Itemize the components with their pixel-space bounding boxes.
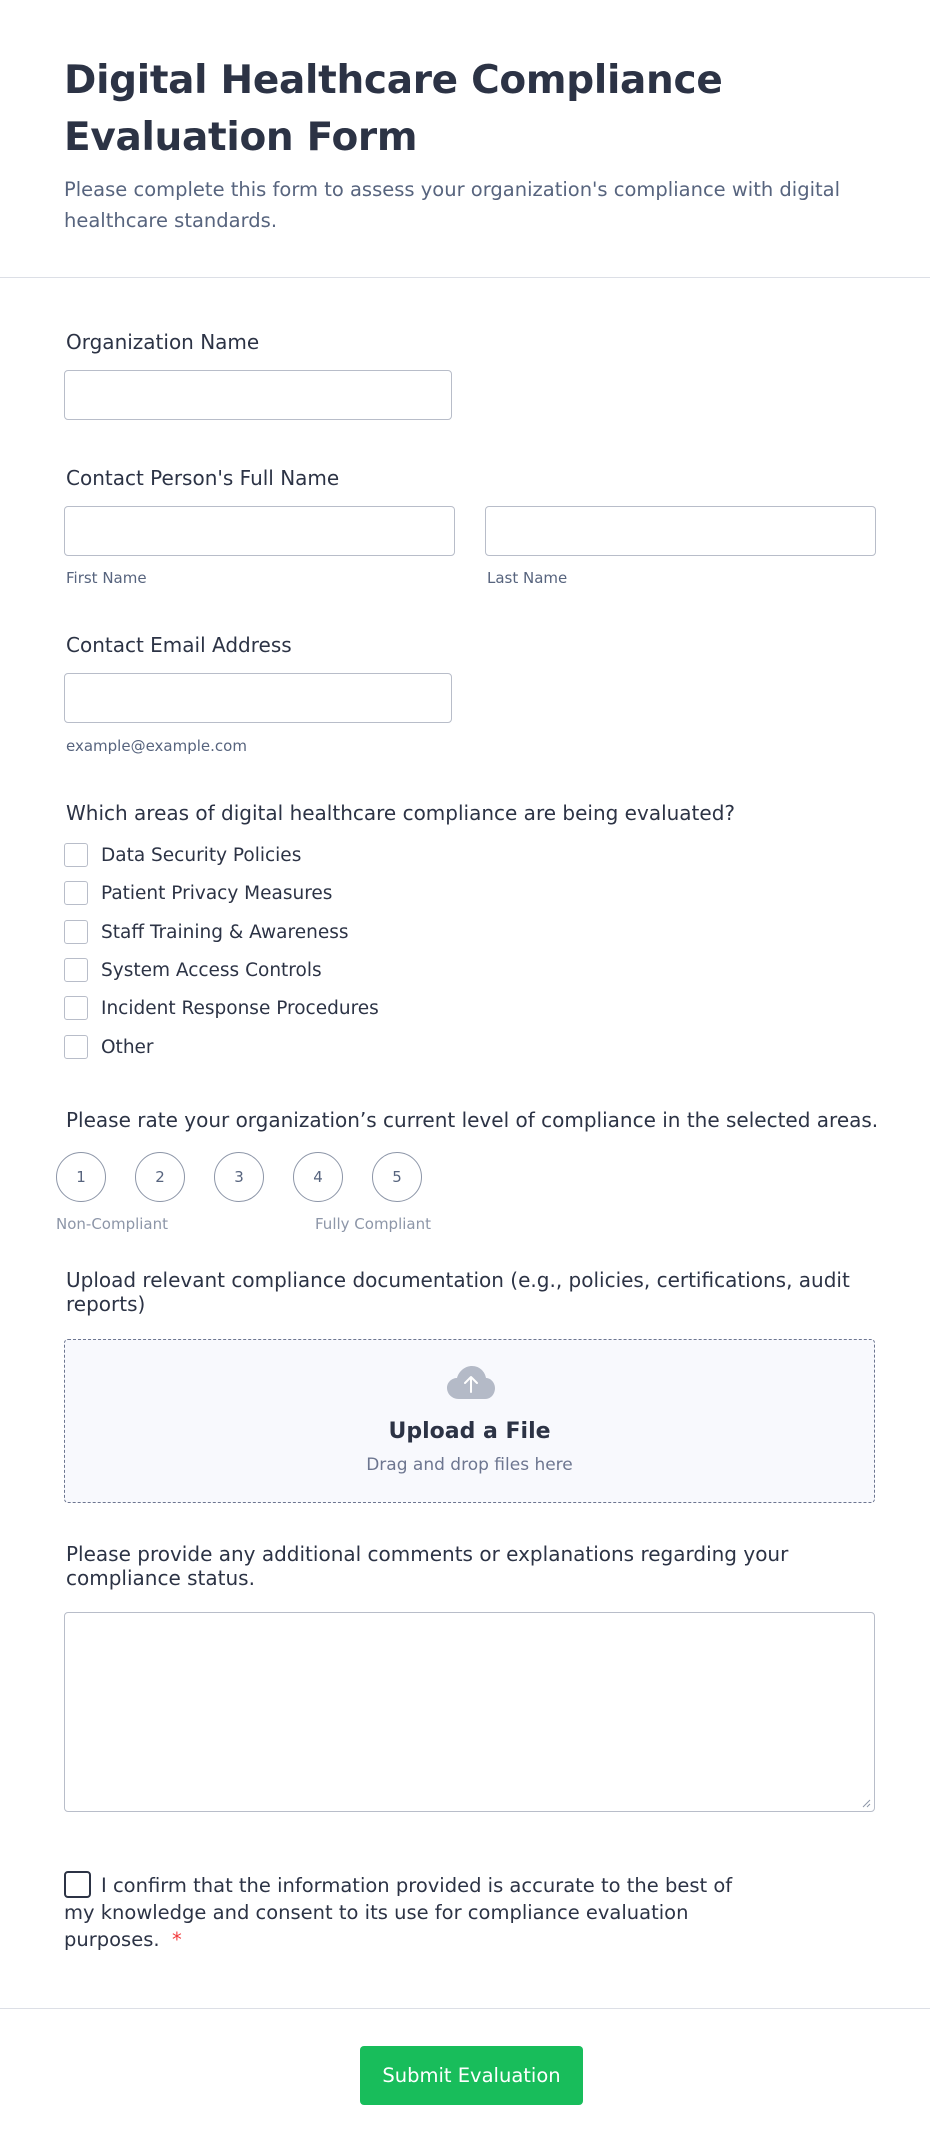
- upload-question: Upload relevant compliance documentation (e.g., policies, certifications, audit reports): [66, 1268, 850, 1316]
- rating-option-3[interactable]: 3: [214, 1152, 264, 1202]
- submit-button[interactable]: Submit Evaluation: [360, 2046, 583, 2105]
- checkbox-option-system-access[interactable]: [64, 956, 322, 984]
- last-name-sublabel: Last Name: [487, 569, 568, 587]
- org-name-input[interactable]: [64, 370, 452, 420]
- rating-question: Please rate your organization’s current level of compliance in the selected areas.: [66, 1108, 879, 1132]
- form-title: Digital Healthcare Compliance Evaluation Form: [64, 58, 723, 160]
- checkbox-label: Staff Training & Awareness: [101, 921, 349, 943]
- checkbox-label: System Access Controls: [101, 959, 322, 981]
- form-header: [0, 0, 930, 278]
- checkbox-option-incident-response[interactable]: [64, 994, 379, 1022]
- org-name-label: Organization Name: [66, 330, 260, 354]
- checkbox-option-other[interactable]: [64, 1033, 154, 1061]
- checkbox-label: Data Security Policies: [101, 844, 302, 866]
- comments-textarea[interactable]: [64, 1612, 875, 1812]
- resize-handle-icon[interactable]: [861, 1798, 871, 1808]
- required-marker: *: [171, 1928, 182, 1951]
- checkbox[interactable]: [64, 1035, 88, 1059]
- rating-high-label: Fully Compliant: [315, 1215, 431, 1233]
- checkbox-label: Patient Privacy Measures: [101, 882, 333, 904]
- form-subtitle: Please complete this form to assess your organization's compliance with digital healthcare standards.: [64, 178, 841, 232]
- rating-option-4[interactable]: 4: [293, 1152, 343, 1202]
- consent-label: I confirm that the information provided is accurate to the best of my knowledge and consent to its use for compliance evaluation purposes.: [64, 1874, 733, 1951]
- checkbox[interactable]: [64, 920, 88, 944]
- checkbox-option-data-security[interactable]: [64, 841, 301, 869]
- checkbox-option-patient-privacy[interactable]: [64, 879, 332, 907]
- first-name-sublabel: First Name: [66, 569, 147, 587]
- email-label: Contact Email Address: [66, 633, 292, 657]
- upload-title: Upload a File: [388, 1419, 551, 1444]
- checkbox-option-staff-training[interactable]: [64, 918, 348, 946]
- upload-subtitle: Drag and drop files here: [366, 1455, 573, 1475]
- rating-low-label: Non-Compliant: [56, 1215, 169, 1233]
- checkbox-label: Incident Response Procedures: [101, 997, 379, 1019]
- email-input[interactable]: [64, 673, 452, 723]
- checkbox[interactable]: [64, 881, 88, 905]
- form-body: [0, 278, 930, 2087]
- checkbox[interactable]: [64, 843, 88, 867]
- rating-option-2[interactable]: 2: [135, 1152, 185, 1202]
- contact-name-label: Contact Person's Full Name: [66, 466, 340, 490]
- first-name-input[interactable]: [64, 506, 455, 556]
- comments-question: Please provide any additional comments or explanations regarding your compliance status.: [66, 1542, 789, 1590]
- last-name-input[interactable]: [485, 506, 876, 556]
- checkbox[interactable]: [64, 996, 88, 1020]
- checkbox[interactable]: [64, 958, 88, 982]
- email-sublabel: example@example.com: [66, 737, 247, 755]
- areas-question: Which areas of digital healthcare compliance are being evaluated?: [66, 801, 736, 825]
- cloud-upload-icon: [447, 1366, 495, 1400]
- consent-text: [64, 1872, 764, 1953]
- rating-option-1[interactable]: 1: [56, 1152, 106, 1202]
- file-upload-dropzone[interactable]: [64, 1339, 875, 1503]
- checkbox-label: Other: [101, 1036, 154, 1058]
- rating-option-5[interactable]: 5: [372, 1152, 422, 1202]
